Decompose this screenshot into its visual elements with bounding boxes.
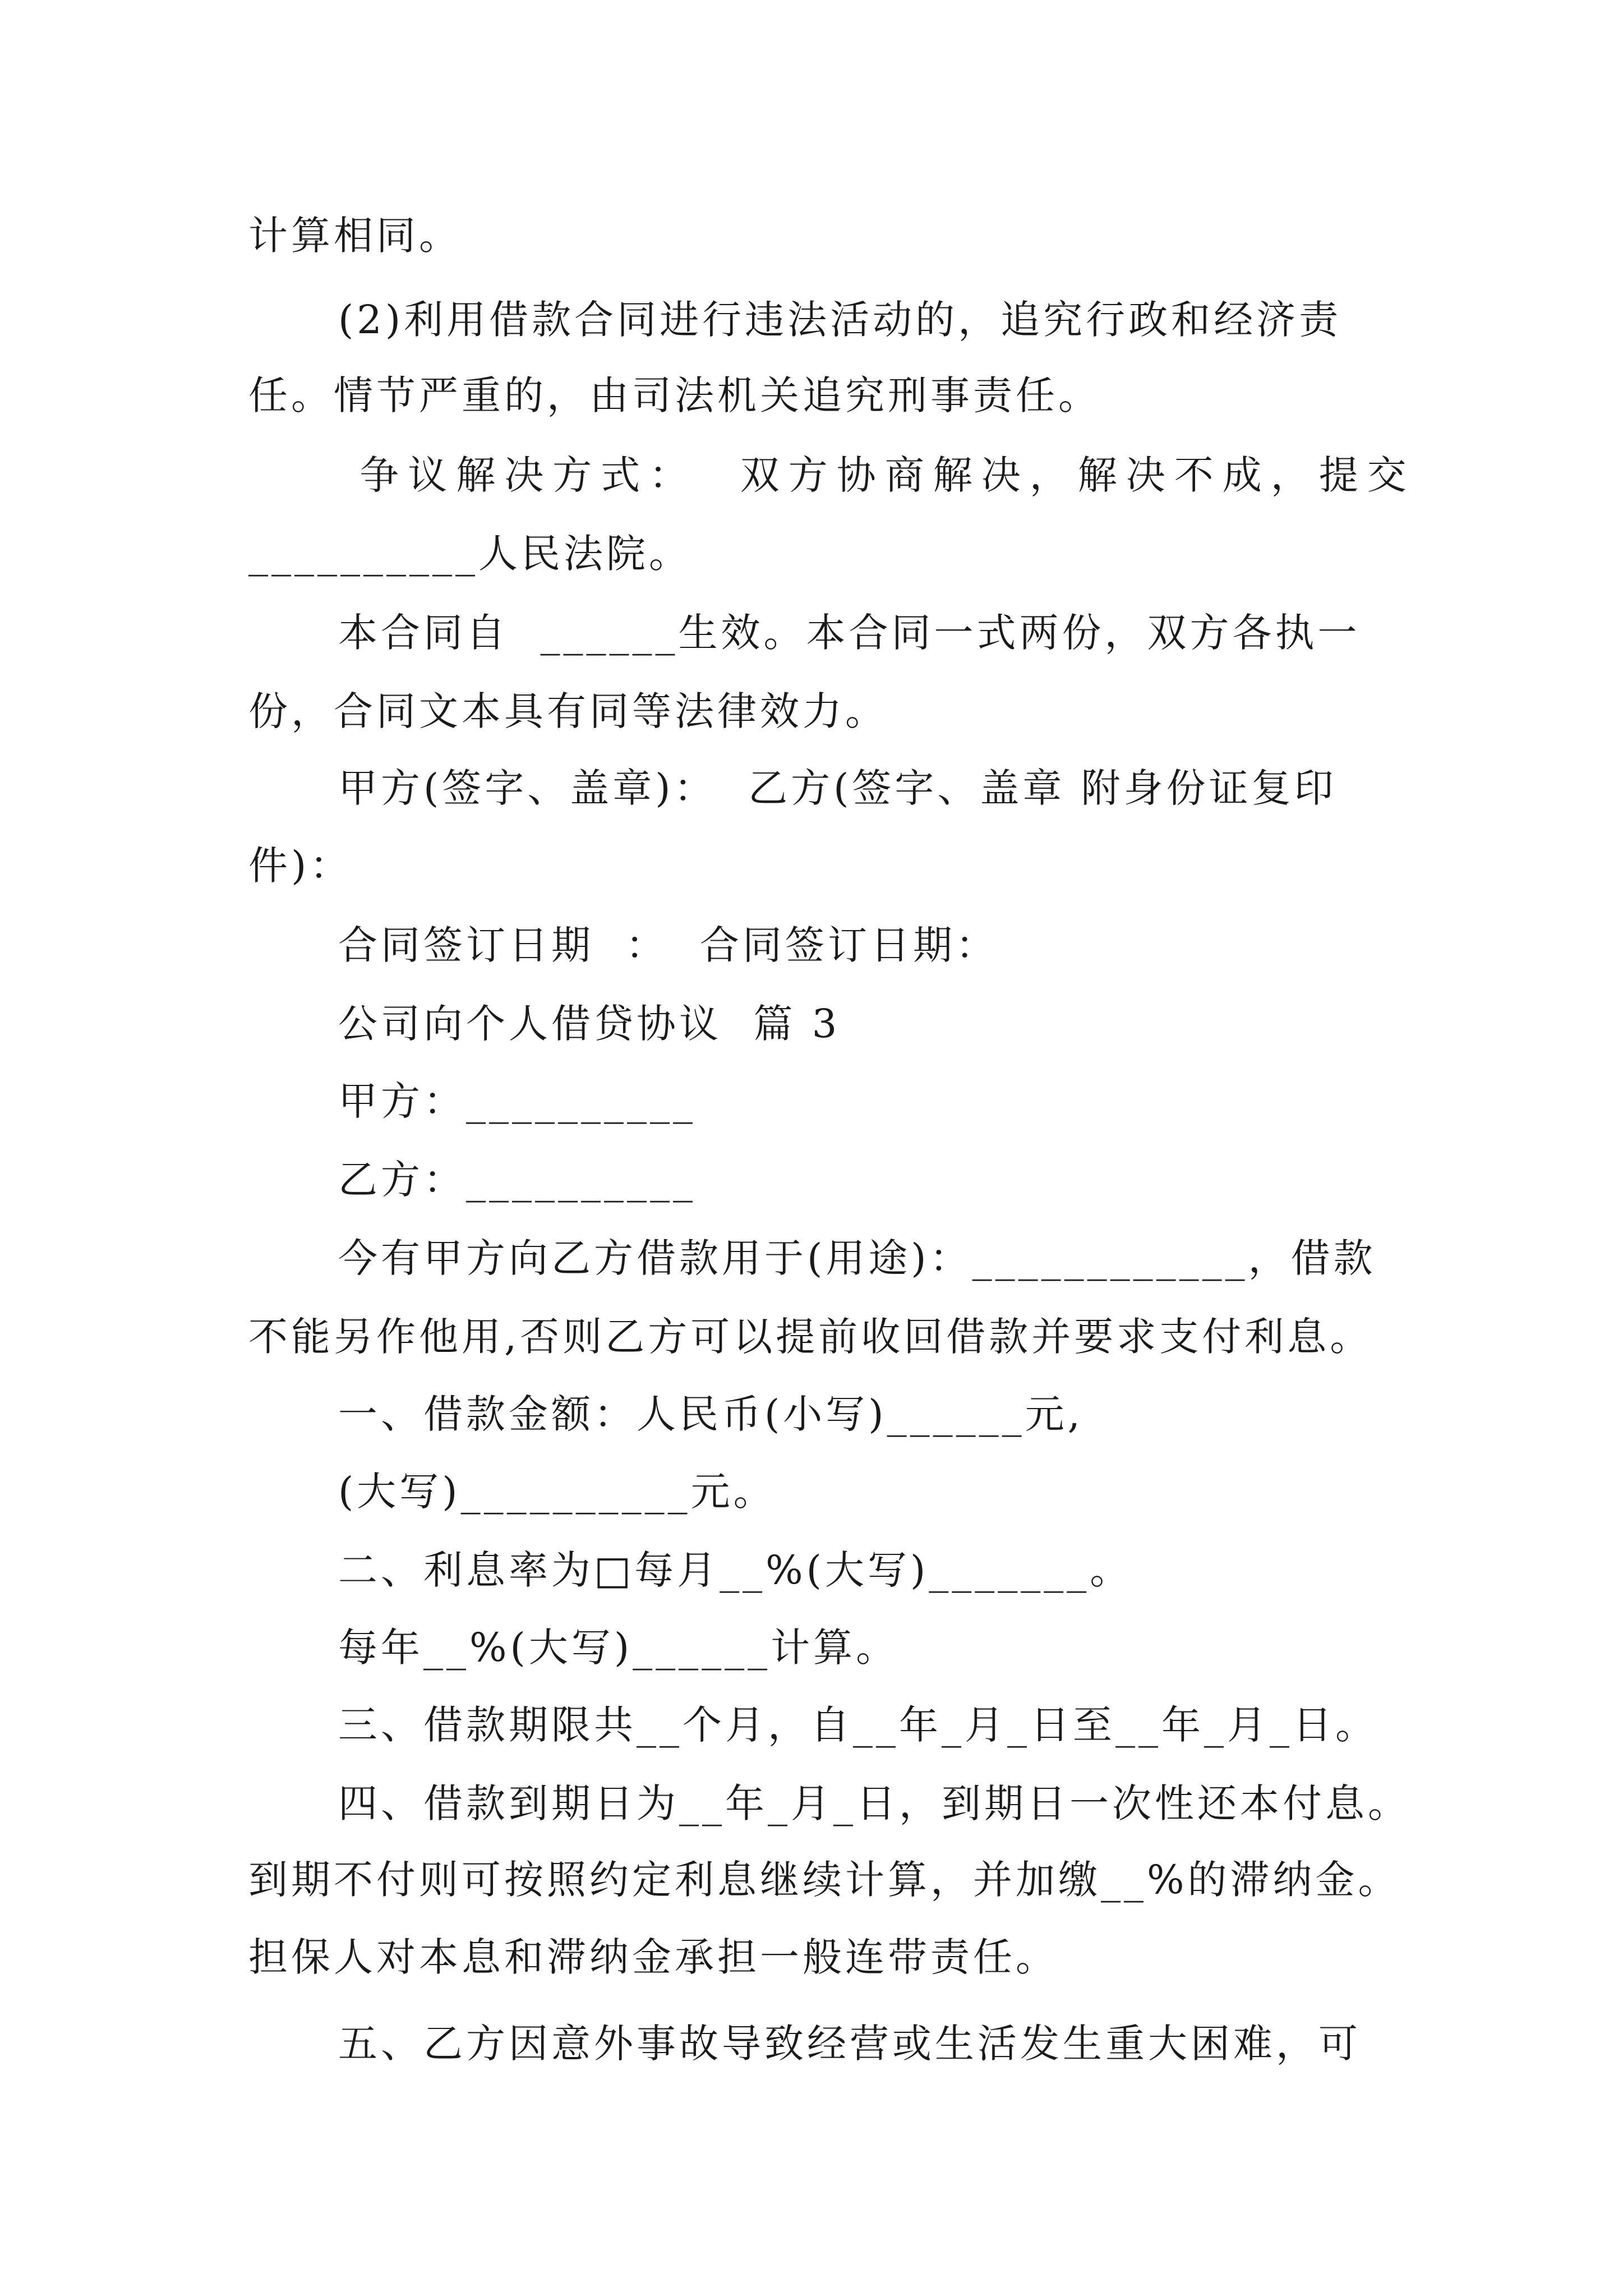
text-line: (大写)__________元。 — [338, 1469, 776, 1515]
text-line: 争议解决方式： 双方协商解决，解决不成，提交 — [338, 452, 1415, 498]
text-line: 任。情节严重的，由司法机关追究刑事责任。 — [248, 372, 1101, 418]
text-line: 计算相同。 — [248, 213, 462, 259]
text-line: 担保人对本息和滞纳金承担一般连带责任。 — [248, 1934, 1058, 1980]
text-line: __________人民法院。 — [248, 531, 691, 577]
text-line: 甲方：__________ — [338, 1078, 696, 1124]
text-line: 甲方(签字、盖章)： 乙方(签字、盖章 附身份证复印 — [338, 765, 1337, 811]
text-line: 份，合同文本具有同等法律效力。 — [248, 688, 888, 734]
text-line: 一、借款金额：人民币(小写)______元, — [338, 1391, 1083, 1437]
text-line: 五、乙方因意外事故导致经营或生活发生重大困难，可 — [338, 2021, 1361, 2067]
text-line: 不能另作他用,否则乙方可以提前收回借款并要求支付利息。 — [248, 1314, 1373, 1360]
text-line: 本合同自 ______生效。本合同一式两份，双方各执一 — [338, 610, 1361, 656]
text-line: 二、利息率为□每月__%(大写)_______。 — [338, 1547, 1133, 1593]
text-line: 乙方：__________ — [338, 1157, 696, 1203]
text-line: 三、借款期限共__个月，自__年_月_日至__年_月_日。 — [338, 1702, 1378, 1748]
text-line: 今有甲方向乙方借款用于(用途)：____________，借款 — [338, 1235, 1376, 1281]
text-line: 四、借款到期日为__年_月_日，到期日一次性还本付息。 — [338, 1780, 1410, 1826]
text-line: 到期不付则可按照约定利息继续计算，并加缴__%的滞纳金。 — [248, 1857, 1401, 1903]
text-line: 合同签订日期 ： 合同签订日期： — [338, 922, 999, 968]
text-line: (2)利用借款合同进行违法活动的，追究行政和经济责 — [338, 297, 1342, 343]
section-heading: 公司向个人借贷协议 篇 3 — [338, 1001, 841, 1047]
text-line: 件)： — [248, 843, 353, 889]
text-line: 每年__%(大写)______计算。 — [338, 1625, 899, 1671]
